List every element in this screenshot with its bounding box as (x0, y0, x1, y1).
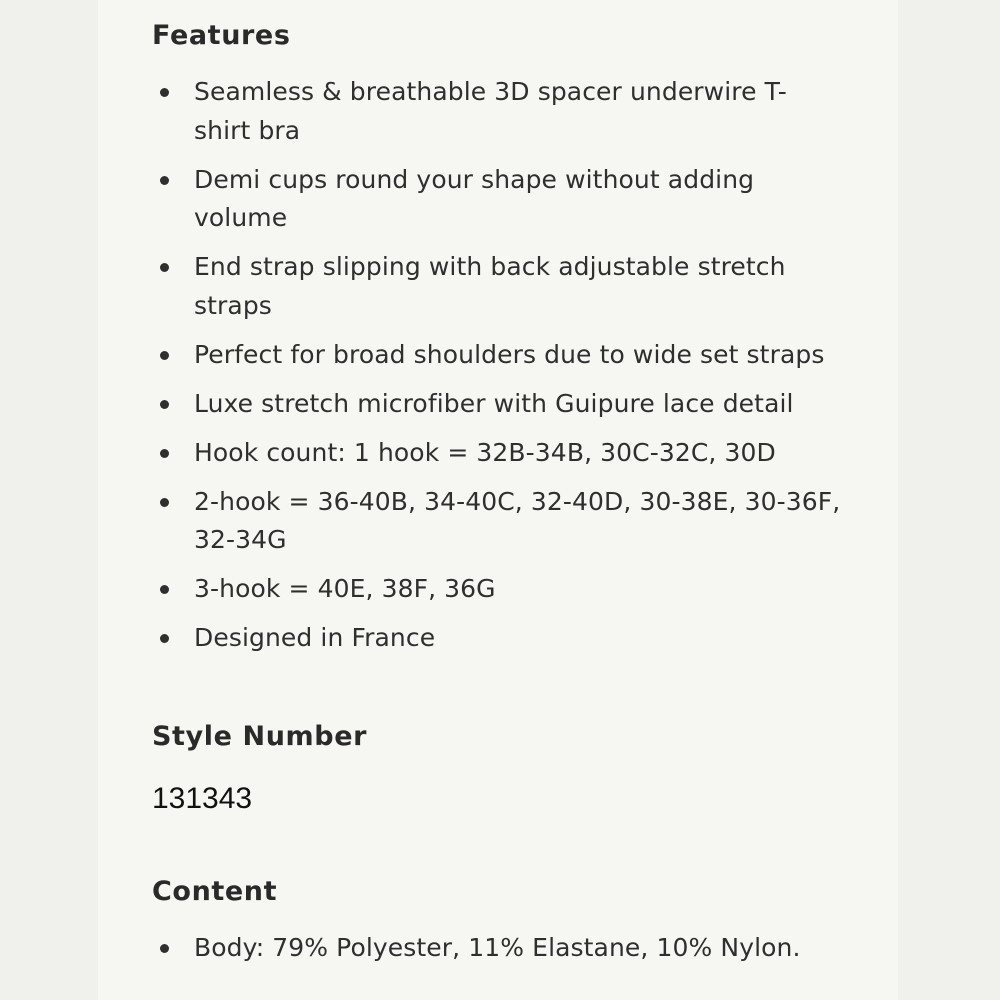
features-list (152, 73, 852, 668)
feature-text: Designed in France (194, 623, 436, 652)
bullet-icon (160, 88, 169, 97)
feature-text: Hook count: 1 hook = 32B-34B, 30C-32C, 30D (194, 437, 776, 467)
list-item (152, 385, 852, 424)
list-item (152, 929, 852, 968)
list-item (152, 619, 852, 658)
bullet-icon (160, 944, 169, 953)
list-item (152, 483, 844, 560)
bullet-icon (160, 351, 169, 360)
list-item (152, 161, 794, 238)
list-item (152, 248, 834, 325)
list-item (152, 336, 852, 375)
list-item (152, 434, 852, 473)
bullet-icon (160, 634, 169, 643)
bullet-icon (160, 449, 169, 458)
bullet-icon (160, 585, 169, 594)
bullet-icon (160, 263, 169, 272)
feature-text: 2-hook = 36-40B, 34-40C, 32-40D, 30-38E, 30-36F, 32-34G (194, 486, 841, 554)
style-number-value: 131343 (152, 782, 253, 815)
bullet-icon (160, 498, 169, 507)
feature-text: Seamless & breathable 3D spacer underwire T-shirt bra (194, 77, 787, 145)
feature-text: Demi cups round your shape without adding volume (194, 164, 755, 232)
content-text: Body: 79% Polyester, 11% Elastane, 10% Nylon. (194, 933, 801, 962)
list-item (152, 73, 834, 150)
feature-text: Perfect for broad shoulders due to wide set straps (194, 339, 825, 369)
content-heading: Content (152, 876, 278, 907)
bullet-icon (160, 400, 169, 409)
list-item (152, 570, 852, 609)
style-number-heading: Style Number (152, 721, 368, 752)
content-list (152, 929, 852, 978)
features-heading: Features (152, 20, 291, 51)
feature-text: 3-hook = 40E, 38F, 36G (194, 574, 496, 603)
feature-text: End strap slipping with back adjustable stretch straps (194, 252, 786, 320)
bullet-icon (160, 176, 169, 185)
feature-text: Luxe stretch microfiber with Guipure lace detail (194, 388, 794, 418)
